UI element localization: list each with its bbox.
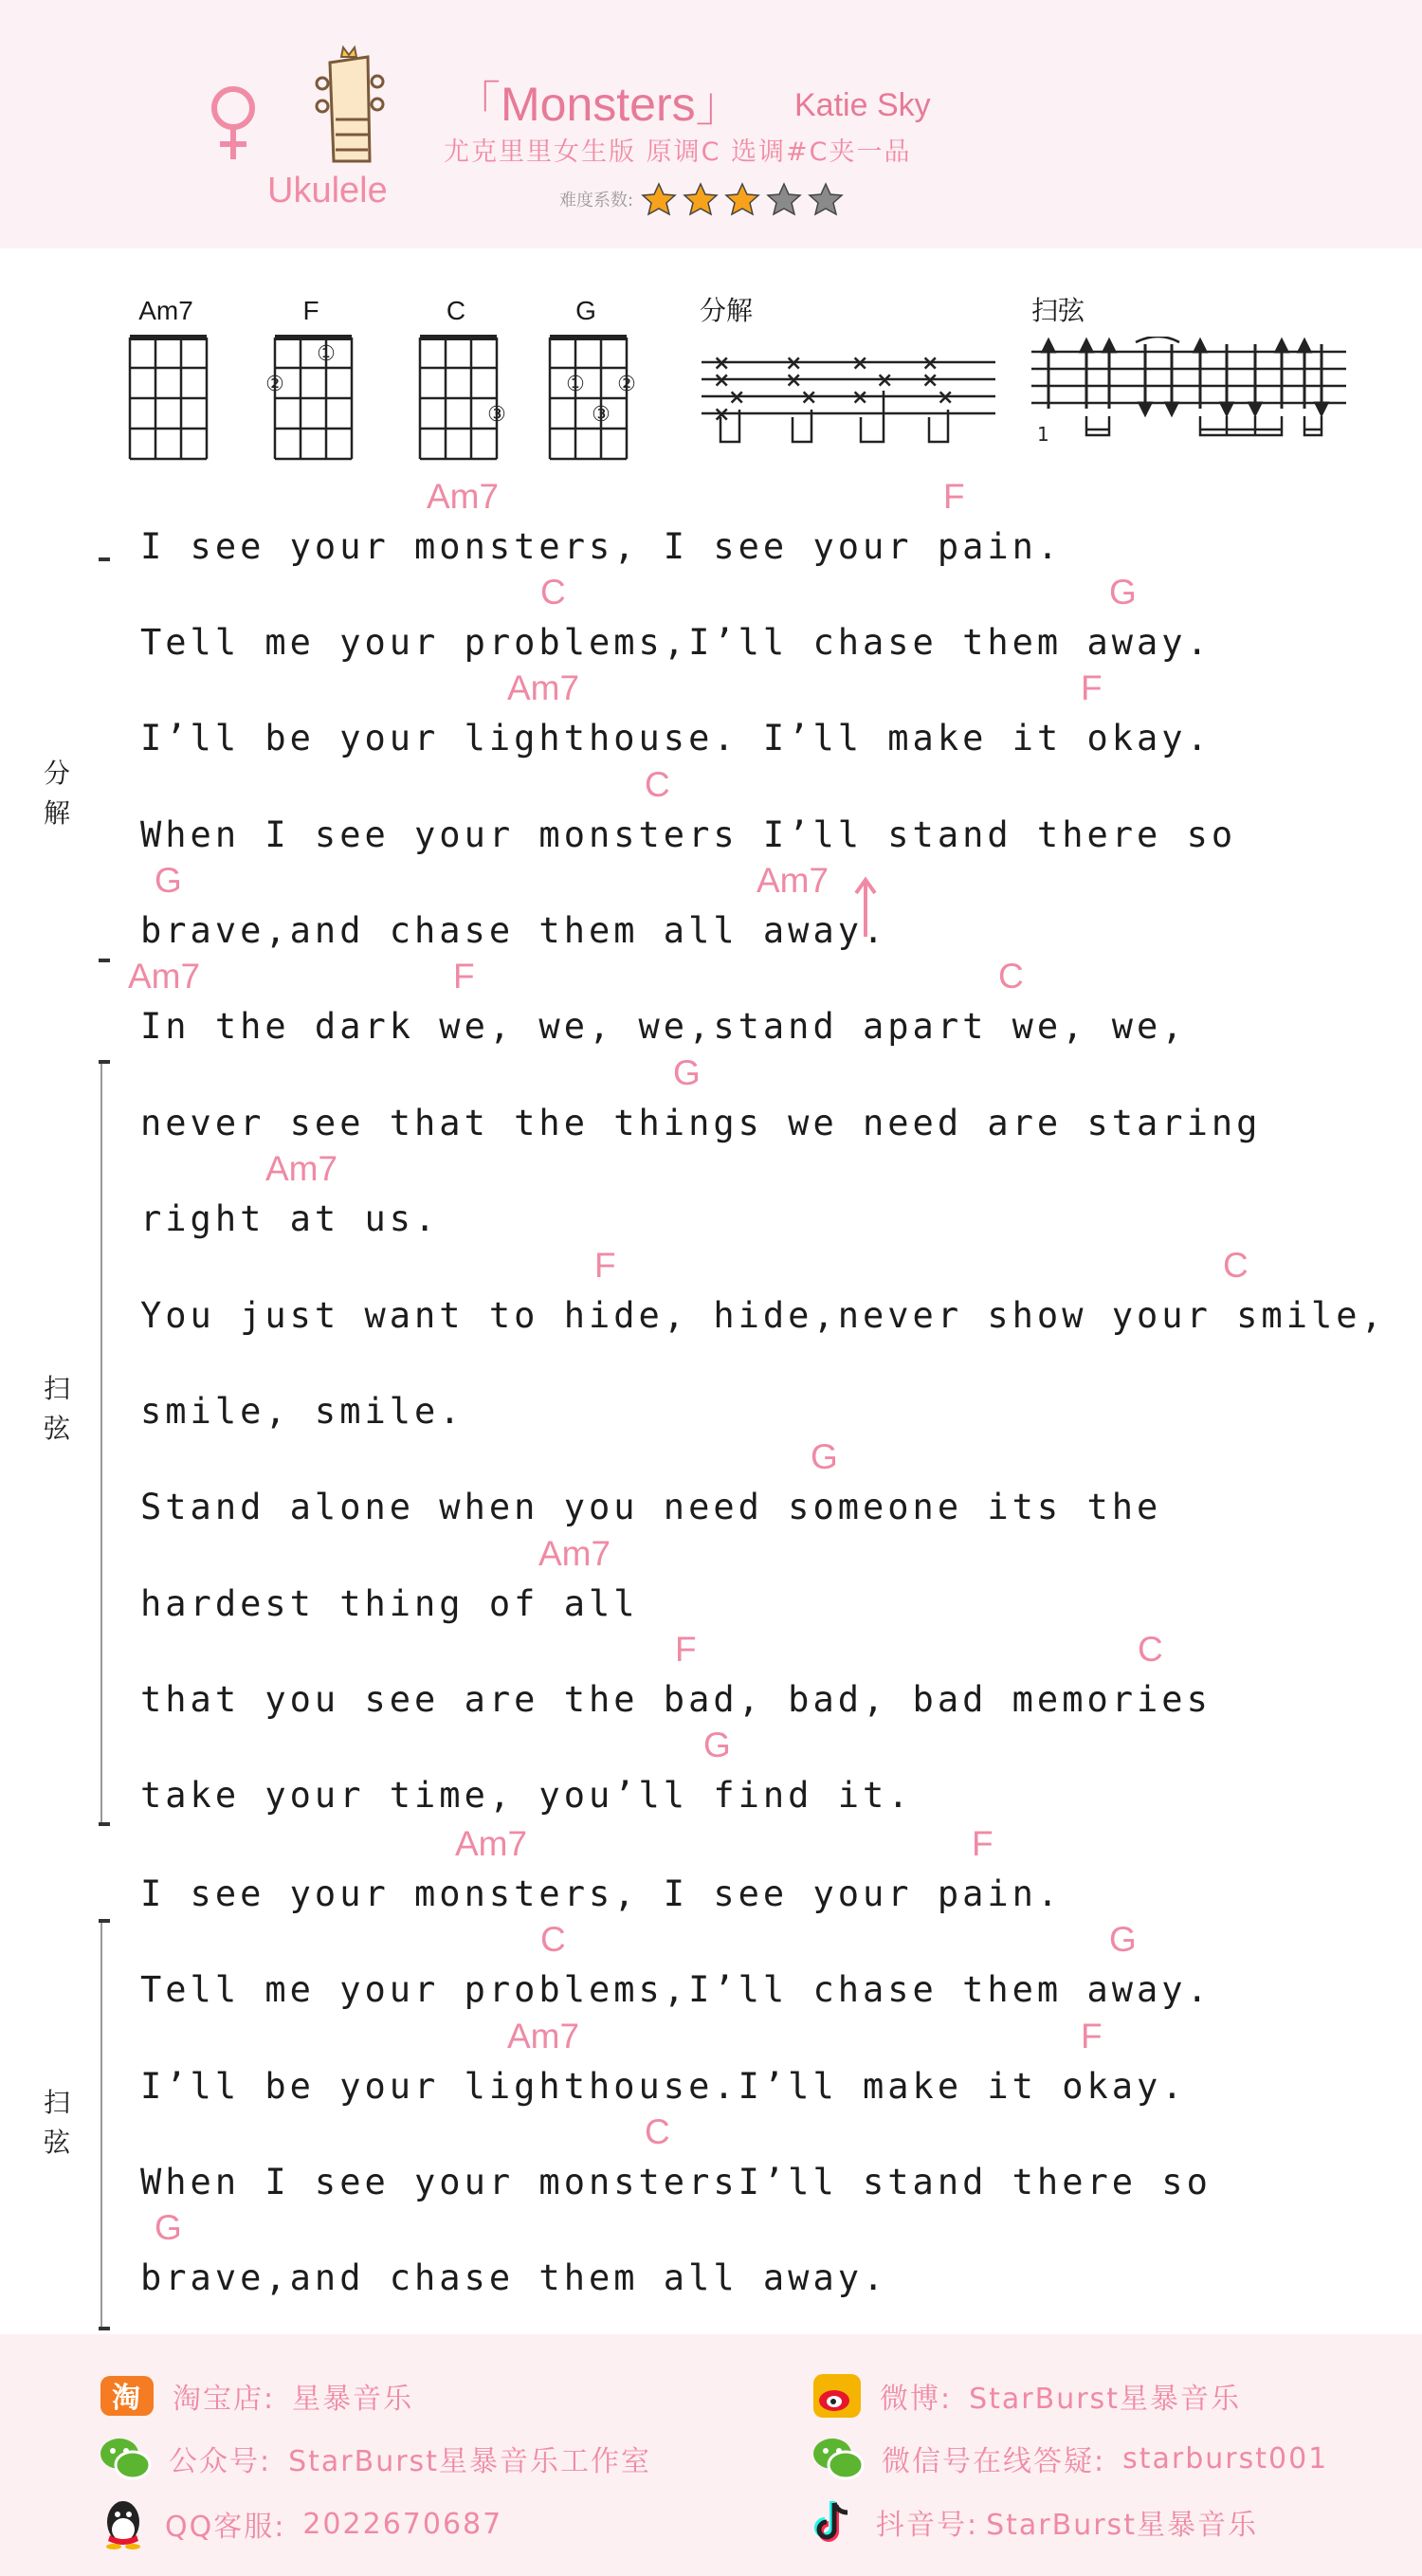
strum-count: 1: [1037, 423, 1049, 443]
taobao-icon: [99, 2372, 155, 2420]
section-label-fingerpick: 分 解: [43, 758, 70, 829]
difficulty-rating: [559, 182, 849, 216]
lyric-line: brave,and chase them all away.: [140, 2257, 888, 2298]
chord-label: C: [1223, 1246, 1249, 1285]
chord-label: F: [943, 477, 965, 516]
difficulty-label: 难度系数:: [559, 191, 634, 210]
chord-label: Am7: [507, 2017, 580, 2055]
female-symbol-icon: [207, 83, 260, 163]
svg-text:×: ×: [876, 369, 894, 393]
douyin-icon: [811, 2497, 859, 2547]
chord-label: Am7: [507, 668, 580, 707]
lyric-line: You just want to hide, hide,never show your smile,: [140, 1295, 1386, 1336]
svg-text:×: ×: [921, 352, 939, 375]
star-filled-icon: [724, 182, 760, 216]
lyric-line: smile, smile.: [140, 1391, 465, 1432]
chord-name: Am7: [138, 296, 193, 325]
lyric-line: take your time, you’ll find it.: [140, 1775, 913, 1816]
section-label-strum-2: 扫 弦: [43, 2087, 70, 2158]
chord-label: F: [972, 1824, 994, 1863]
fingerpick-pattern-tab: [702, 343, 995, 448]
chord-label: C: [540, 1920, 566, 1959]
section-end-mark: [99, 959, 110, 962]
section-label-strum-1: 扫 弦: [43, 1373, 70, 1444]
finger-position: ①: [317, 342, 336, 366]
lyric-line: Tell me your problems,I’ll chase them away.: [140, 1969, 1212, 2010]
instrument-label: Ukulele: [267, 171, 388, 210]
chord-label: F: [675, 1630, 697, 1669]
chord-label: F: [453, 957, 475, 996]
chord-label: G: [1109, 573, 1137, 612]
section-bracket: [100, 1923, 116, 2329]
star-empty-icon: [808, 182, 844, 216]
lyric-line: When I see your monsters I’ll stand there so: [140, 814, 1237, 855]
finger-position: ②: [265, 373, 284, 396]
chord-label: Am7: [265, 1149, 338, 1188]
song-title: 「Monsters」: [453, 78, 743, 131]
lyric-line: I see your monsters, I see your pain.: [140, 526, 1063, 567]
chord-diagram: [246, 334, 380, 474]
svg-text:×: ×: [937, 386, 955, 410]
finger-position: ②: [617, 373, 636, 396]
chord-diagram: [521, 334, 655, 474]
arrangement-subtitle: 尤克里里女生版 原调C 选调#C夹一品: [444, 137, 912, 167]
lyric-line: hardest thing of all: [140, 1583, 639, 1624]
finger-position: ①: [566, 373, 585, 396]
svg-text:×: ×: [800, 386, 818, 410]
footer-contacts: [0, 2334, 1422, 2576]
lyric-line: Stand alone when you need someone its the: [140, 1487, 1162, 1527]
lyric-line: right at us.: [140, 1198, 440, 1239]
svg-text:×: ×: [713, 403, 731, 427]
chord-name: G: [575, 296, 596, 325]
contact-weibo[interactable]: 微博: StarBurst星暴音乐: [811, 2372, 1241, 2420]
section-end-mark: [99, 2327, 110, 2330]
lyric-line: never see that the things we need are staring: [140, 1103, 1262, 1143]
song-artist: Katie Sky: [794, 87, 931, 123]
chord-label: G: [155, 861, 182, 900]
header: [0, 0, 1422, 248]
chord-label: Am7: [538, 1534, 611, 1573]
svg-text:×: ×: [921, 369, 939, 393]
chord-label: G: [811, 1437, 838, 1476]
svg-text:×: ×: [713, 352, 731, 375]
contact-taobao[interactable]: 淘 淘宝店: 星暴音乐: [99, 2372, 413, 2420]
finger-position: ③: [487, 403, 506, 427]
contact-wechat-official[interactable]: 公众号: StarBurst星暴音乐工作室: [99, 2435, 651, 2482]
lyric-line: Tell me your problems,I’ll chase them away.: [140, 622, 1212, 663]
difficulty-stars: [641, 182, 849, 216]
strum-pattern-label: 扫弦: [1031, 295, 1085, 326]
chord-label: G: [1109, 1920, 1137, 1959]
up-arrow-icon: [853, 876, 878, 939]
lyric-line: that you see are the bad, bad, bad memories: [140, 1679, 1212, 1720]
lyric-line: I’ll be your lighthouse.I’ll make it okay.: [140, 2066, 1187, 2107]
weibo-icon: [811, 2372, 863, 2420]
chord-diagram: [392, 334, 525, 474]
section-start-mark: [99, 557, 110, 561]
chord-label: G: [703, 1726, 731, 1764]
lyric-line: brave,and chase them all away.: [140, 910, 888, 951]
contact-douyin[interactable]: 抖音号: StarBurst星暴音乐: [811, 2497, 1258, 2547]
chord-label: Am7: [427, 477, 500, 516]
chord-diagram: [101, 334, 235, 474]
chord-label: F: [1081, 668, 1103, 707]
ukulele-headstock-icon: [301, 44, 396, 167]
svg-text:×: ×: [785, 352, 803, 375]
contact-qq[interactable]: QQ客服: 2022670687: [99, 2497, 502, 2550]
chord-label: C: [540, 573, 566, 612]
strum-pattern-tab: [1031, 337, 1346, 443]
chord-label: Am7: [128, 957, 201, 996]
svg-text:×: ×: [851, 352, 869, 375]
svg-text:淘: 淘: [112, 2382, 142, 2415]
lyric-line: When I see your monstersI’ll stand there so: [140, 2162, 1212, 2202]
contact-wechat-support[interactable]: 微信号在线答疑: starburst001: [811, 2435, 1328, 2482]
chord-label: G: [155, 2208, 182, 2247]
star-filled-icon: [683, 182, 719, 216]
star-filled-icon: [641, 182, 677, 216]
svg-text:×: ×: [785, 369, 803, 393]
chord-label: C: [645, 2112, 670, 2151]
chord-label: F: [594, 1246, 616, 1285]
svg-text:×: ×: [713, 369, 731, 393]
wechat-icon: [99, 2435, 152, 2482]
lyric-line: I see your monsters, I see your pain.: [140, 1873, 1063, 1914]
chord-name: C: [446, 296, 466, 325]
svg-text:×: ×: [728, 386, 746, 410]
star-empty-icon: [766, 182, 802, 216]
chord-name: F: [302, 296, 319, 325]
section-end-mark: [99, 1822, 110, 1826]
chord-label: G: [673, 1053, 701, 1092]
chord-label: Am7: [757, 861, 830, 900]
qq-icon: [99, 2497, 148, 2550]
chord-label: F: [1081, 2017, 1103, 2055]
wechat-icon: [811, 2435, 865, 2482]
lyric-line: In the dark we, we, we,stand apart we, we,: [140, 1006, 1187, 1047]
svg-text:×: ×: [851, 386, 869, 410]
chord-label: C: [645, 765, 670, 804]
finger-position: ③: [592, 403, 611, 427]
lyric-line: I’ll be your lighthouse. I’ll make it okay.: [140, 718, 1212, 758]
section-bracket: [100, 1064, 116, 1822]
chord-label: C: [1138, 1630, 1163, 1669]
chord-label: C: [998, 957, 1024, 996]
fingerpick-pattern-label: 分解: [700, 295, 754, 326]
chord-label: Am7: [455, 1824, 528, 1863]
